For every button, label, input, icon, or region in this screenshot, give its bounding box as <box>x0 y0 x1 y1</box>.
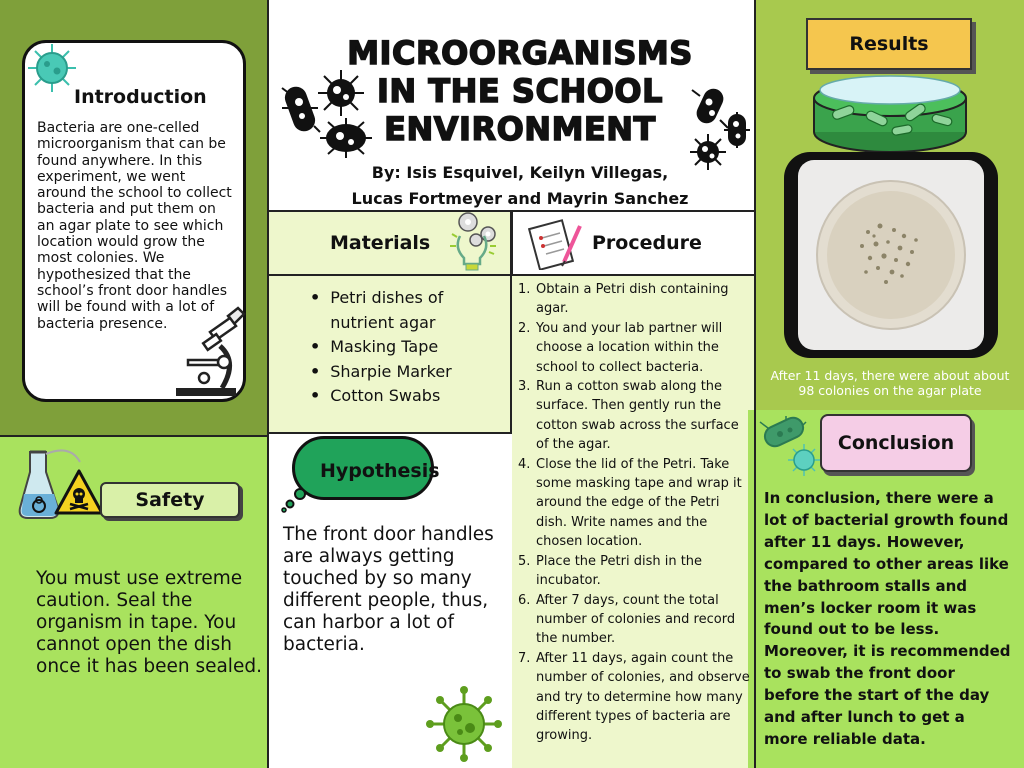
list-item <box>518 377 754 455</box>
list-item <box>518 591 754 649</box>
step-text: Run a cotton swab along the surface. Then gently run the cotton swab across the surface of the agar. <box>536 379 739 453</box>
list-item <box>518 455 754 552</box>
authors-line: By: Isis Esquivel, Keilyn Villegas, <box>371 163 669 182</box>
step-number: 1. <box>518 282 531 297</box>
step-number: 4. <box>518 456 531 472</box>
introduction-heading: Introduction <box>74 86 207 108</box>
authors-line: Lucas Fortmeyer and Mayrin Sanchez <box>351 189 689 208</box>
list-item <box>518 552 754 591</box>
conclusion-label: Conclusion <box>820 414 972 472</box>
bacteria-icon <box>24 40 80 96</box>
microscope-icon <box>168 302 248 402</box>
safety-text: You must use extreme caution. Seal the organism in tape. You cannot open the dish once it has been sealed. <box>36 568 262 677</box>
step-number: 7. <box>518 650 531 666</box>
poster-authors <box>300 160 740 212</box>
step-number: 5. <box>518 553 531 569</box>
bacteria-icon <box>756 414 822 478</box>
agar-plate-photo <box>798 160 984 350</box>
list-item: • Cotton Swabs <box>310 384 505 409</box>
procedure-heading: Procedure <box>592 232 702 254</box>
materials-list <box>310 286 505 409</box>
clipboard-icon <box>528 218 584 270</box>
step-text: Close the lid of the Petri. Take some masking tape and wrap it around the edge of the Petri dish. Write names and the chosen location. <box>536 456 742 550</box>
step-text: After 11 days, again count the number of colonies, and observe and try to determine how many different types of bacteria are growing. <box>536 650 750 744</box>
title-line: IN THE SCHOOL <box>376 72 664 110</box>
safety-label: Safety <box>100 482 240 518</box>
divider-headers <box>511 210 513 276</box>
materials-heading: Materials <box>330 232 431 254</box>
step-number: 6. <box>518 592 531 608</box>
list-item: • Masking Tape <box>310 335 505 360</box>
list-item <box>518 649 754 746</box>
virus-icon <box>426 686 502 762</box>
title-line: MICROORGANISMS <box>347 34 693 72</box>
step-number: 3. <box>518 379 531 395</box>
lightbulb-gears-icon <box>446 208 506 274</box>
toxic-warning-icon <box>54 468 104 516</box>
procedure-list <box>518 280 754 746</box>
speech-cloud-tail-icon <box>280 488 310 514</box>
hypothesis-text: The front door handles are always getting touched by so many different people, thus, can harbor a lot of bacteria. <box>283 524 494 655</box>
results-label: Results <box>806 18 972 70</box>
introduction-text: Bacteria are one-celled microorganism that can be found anywhere. In this experiment, we went around the school to collect bacteria and put them on an agar plate to see which location would grow the most colonies. We hypothesized that the school’s front door handles will be found with a lot of bacteria presence. <box>37 120 232 332</box>
petri-dish-icon <box>808 74 972 156</box>
list-item <box>518 319 754 377</box>
list-item: • Petri dishes of nutrient agar <box>310 286 505 335</box>
results-caption <box>756 368 1024 398</box>
caption-line: After 11 days, there were about about <box>770 368 1010 383</box>
step-text: After 7 days, count the total number of colonies and record the number. <box>536 592 736 647</box>
step-text: Place the Petri dish in the incubator. <box>536 553 703 589</box>
step-text: Obtain a Petri dish containing agar. <box>536 282 729 317</box>
list-item <box>518 280 754 319</box>
caption-line: 98 colonies on the agar plate <box>798 383 982 398</box>
step-number: 2. <box>518 320 531 336</box>
conclusion-text: In conclusion, there were a lot of bacterial growth found after 11 days. However, compared to other areas like the bathroom stalls and men’s locker room it was found out to be less. Moreover, it is recommended to swab the front door before the start of the day and after lunch to get a more reliable data. <box>764 489 1011 748</box>
hypothesis-heading: Hypothesis <box>320 460 440 482</box>
step-text: You and your lab partner will choose a location within the school to collect bacteria. <box>536 320 723 375</box>
list-item: • Sharpie Marker <box>310 360 505 385</box>
poster-title <box>300 34 740 148</box>
divider-left <box>267 0 269 768</box>
title-line: ENVIRONMENT <box>384 110 656 148</box>
